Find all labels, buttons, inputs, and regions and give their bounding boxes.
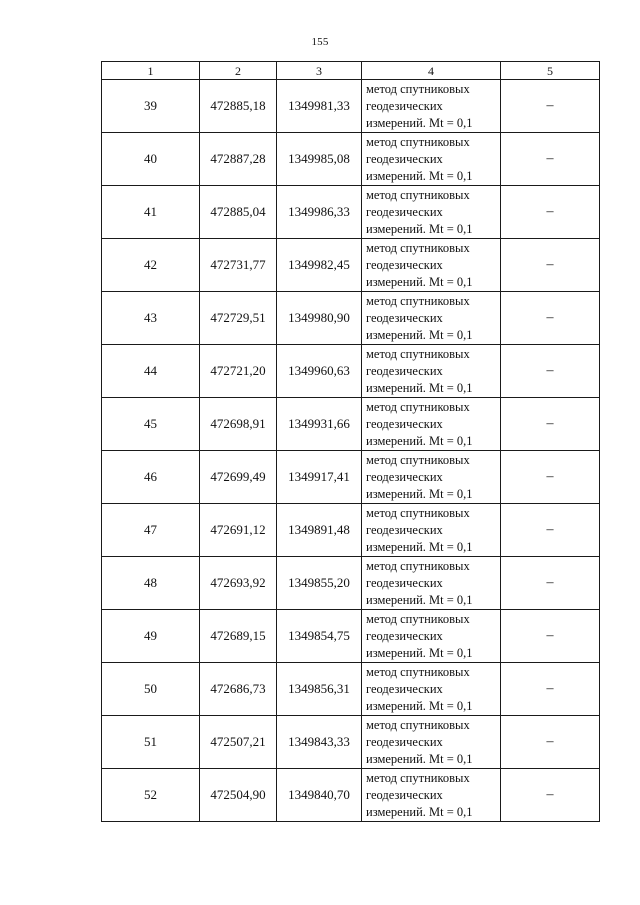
header-col-4: 4 [362, 62, 501, 80]
method-cell [362, 557, 501, 610]
table-header-row [102, 62, 600, 80]
x-coordinate-cell: 472504,90 [200, 769, 277, 822]
note-cell: – [501, 610, 600, 663]
table-row [102, 398, 600, 451]
method-cell [362, 451, 501, 504]
point-number-cell: 48 [102, 557, 200, 610]
point-number-cell: 42 [102, 239, 200, 292]
table-row [102, 239, 600, 292]
method-text-line: измерений. Mt = 0,1 [366, 168, 473, 183]
page-number: 155 [311, 36, 329, 48]
method-text-line: измерений. Mt = 0,1 [366, 433, 473, 448]
point-number-cell: 49 [102, 610, 200, 663]
y-coordinate-cell: 1349856,31 [277, 663, 362, 716]
method-cell [362, 80, 501, 133]
method-text-line: измерений. Mt = 0,1 [366, 751, 473, 766]
table-row [102, 769, 600, 822]
y-coordinate-cell: 1349917,41 [277, 451, 362, 504]
y-coordinate-cell: 1349986,33 [277, 186, 362, 239]
method-text-line: метод спутниковых [366, 770, 470, 785]
note-cell: – [501, 80, 600, 133]
method-cell [362, 186, 501, 239]
point-number-cell: 45 [102, 398, 200, 451]
point-number-cell: 41 [102, 186, 200, 239]
table-row [102, 504, 600, 557]
method-text-line: измерений. Mt = 0,1 [366, 221, 473, 236]
method-text-line: измерений. Mt = 0,1 [366, 645, 473, 660]
x-coordinate-cell: 472721,20 [200, 345, 277, 398]
method-text-line: измерений. Mt = 0,1 [366, 539, 473, 554]
point-number-cell: 44 [102, 345, 200, 398]
header-col-3: 3 [277, 62, 362, 80]
y-coordinate-cell: 1349840,70 [277, 769, 362, 822]
table-row [102, 292, 600, 345]
note-cell: – [501, 451, 600, 504]
point-number-cell: 52 [102, 769, 200, 822]
note-cell: – [501, 716, 600, 769]
method-text-line: метод спутниковых [366, 452, 470, 467]
method-text-line: измерений. Mt = 0,1 [366, 115, 473, 130]
x-coordinate-cell: 472699,49 [200, 451, 277, 504]
note-cell: – [501, 769, 600, 822]
method-text-line: метод спутниковых [366, 558, 470, 573]
table-row [102, 133, 600, 186]
method-text-line: метод спутниковых [366, 399, 470, 414]
x-coordinate-cell: 472691,12 [200, 504, 277, 557]
table-row [102, 663, 600, 716]
method-text-line: геодезических [366, 204, 443, 219]
method-text-line: метод спутниковых [366, 240, 470, 255]
x-coordinate-cell: 472729,51 [200, 292, 277, 345]
method-cell [362, 133, 501, 186]
y-coordinate-cell: 1349985,08 [277, 133, 362, 186]
method-text-line: измерений. Mt = 0,1 [366, 804, 473, 819]
x-coordinate-cell: 472731,77 [200, 239, 277, 292]
x-coordinate-cell: 472686,73 [200, 663, 277, 716]
method-cell [362, 398, 501, 451]
method-text-line: метод спутниковых [366, 505, 470, 520]
y-coordinate-cell: 1349855,20 [277, 557, 362, 610]
method-text-line: измерений. Mt = 0,1 [366, 380, 473, 395]
note-cell: – [501, 186, 600, 239]
method-cell [362, 610, 501, 663]
method-text-line: метод спутниковых [366, 717, 470, 732]
x-coordinate-cell: 472885,04 [200, 186, 277, 239]
method-text-line: метод спутниковых [366, 187, 470, 202]
x-coordinate-cell: 472887,28 [200, 133, 277, 186]
method-text-line: метод спутниковых [366, 134, 470, 149]
x-coordinate-cell: 472507,21 [200, 716, 277, 769]
point-number-cell: 46 [102, 451, 200, 504]
method-cell [362, 716, 501, 769]
y-coordinate-cell: 1349982,45 [277, 239, 362, 292]
note-cell: – [501, 504, 600, 557]
method-text-line: измерений. Mt = 0,1 [366, 592, 473, 607]
method-cell [362, 292, 501, 345]
method-text-line: геодезических [366, 416, 443, 431]
method-text-line: измерений. Mt = 0,1 [366, 486, 473, 501]
note-cell: – [501, 557, 600, 610]
method-text-line: геодезических [366, 363, 443, 378]
method-text-line: метод спутниковых [366, 81, 470, 96]
y-coordinate-cell: 1349843,33 [277, 716, 362, 769]
header-col-2: 2 [200, 62, 277, 80]
header-col-1: 1 [102, 62, 200, 80]
method-cell [362, 504, 501, 557]
method-cell [362, 663, 501, 716]
method-text-line: геодезических [366, 310, 443, 325]
y-coordinate-cell: 1349980,90 [277, 292, 362, 345]
y-coordinate-cell: 1349960,63 [277, 345, 362, 398]
method-text-line: метод спутниковых [366, 611, 470, 626]
table-row [102, 716, 600, 769]
x-coordinate-cell: 472885,18 [200, 80, 277, 133]
method-text-line: геодезических [366, 257, 443, 272]
table-row [102, 186, 600, 239]
method-text-line: геодезических [366, 734, 443, 749]
method-text-line: геодезических [366, 628, 443, 643]
method-text-line: геодезических [366, 787, 443, 802]
method-cell [362, 345, 501, 398]
x-coordinate-cell: 472693,92 [200, 557, 277, 610]
method-text-line: геодезических [366, 469, 443, 484]
y-coordinate-cell: 1349854,75 [277, 610, 362, 663]
method-text-line: метод спутниковых [366, 293, 470, 308]
point-number-cell: 39 [102, 80, 200, 133]
note-cell: – [501, 345, 600, 398]
note-cell: – [501, 133, 600, 186]
point-number-cell: 51 [102, 716, 200, 769]
method-text-line: геодезических [366, 98, 443, 113]
x-coordinate-cell: 472689,15 [200, 610, 277, 663]
method-text-line: геодезических [366, 681, 443, 696]
note-cell: – [501, 398, 600, 451]
y-coordinate-cell: 1349931,66 [277, 398, 362, 451]
method-text-line: геодезических [366, 151, 443, 166]
coordinates-table [101, 61, 600, 822]
point-number-cell: 50 [102, 663, 200, 716]
point-number-cell: 40 [102, 133, 200, 186]
note-cell: – [501, 292, 600, 345]
point-number-cell: 47 [102, 504, 200, 557]
method-text-line: измерений. Mt = 0,1 [366, 698, 473, 713]
method-text-line: измерений. Mt = 0,1 [366, 327, 473, 342]
y-coordinate-cell: 1349891,48 [277, 504, 362, 557]
table-row [102, 557, 600, 610]
method-text-line: измерений. Mt = 0,1 [366, 274, 473, 289]
note-cell: – [501, 663, 600, 716]
table-row [102, 80, 600, 133]
table-row [102, 451, 600, 504]
method-text-line: геодезических [366, 522, 443, 537]
note-cell: – [501, 239, 600, 292]
x-coordinate-cell: 472698,91 [200, 398, 277, 451]
method-cell [362, 769, 501, 822]
method-cell [362, 239, 501, 292]
method-text-line: метод спутниковых [366, 346, 470, 361]
header-col-5: 5 [501, 62, 600, 80]
method-text-line: метод спутниковых [366, 664, 470, 679]
y-coordinate-cell: 1349981,33 [277, 80, 362, 133]
table-row [102, 345, 600, 398]
table-row [102, 610, 600, 663]
point-number-cell: 43 [102, 292, 200, 345]
table-body [102, 80, 600, 822]
method-text-line: геодезических [366, 575, 443, 590]
